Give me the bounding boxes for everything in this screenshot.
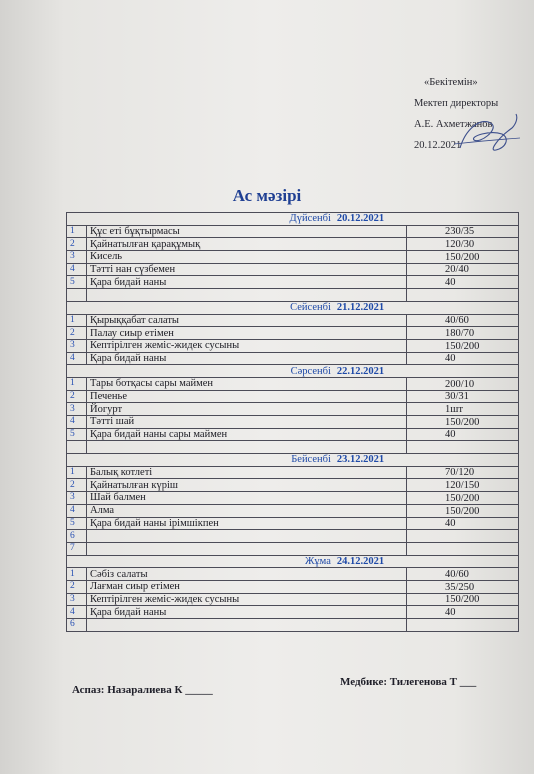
page-title: Ас мәзірі [232, 186, 302, 205]
row-number: 4 [67, 606, 87, 619]
day-header-row [67, 213, 519, 226]
dish-name: Йогурт [87, 403, 407, 416]
portion-size [407, 542, 519, 555]
portion-size: 200/10 [407, 377, 519, 390]
dish-name: Тәтті нан сүзбемен [87, 263, 407, 276]
portion-size: 150/200 [407, 593, 519, 606]
row-number: 1 [67, 568, 87, 581]
row-number: 6 [67, 619, 87, 632]
day-date: 23.12.2021 [336, 454, 385, 466]
row-number [67, 289, 87, 302]
table-row [67, 263, 519, 276]
row-number: 2 [67, 390, 87, 403]
table-row [67, 504, 519, 517]
dish-name: Алма [87, 504, 407, 517]
table-row [67, 352, 519, 365]
day-header [67, 213, 519, 226]
row-number: 2 [67, 327, 87, 340]
dish-name: Кептірілген жеміс-жидек сусыны [87, 593, 407, 606]
row-number: 7 [67, 542, 87, 555]
portion-size [407, 619, 519, 632]
nurse-signature-line: Медбике: Тилегенова Т ___ [340, 676, 477, 688]
table-row [67, 403, 519, 416]
cook-signature-line: Аспаз: Назаралиева К _____ [72, 684, 213, 696]
portion-size: 35/250 [407, 580, 519, 593]
table-row [67, 619, 519, 632]
day-header [67, 454, 519, 467]
row-number: 5 [67, 428, 87, 441]
row-number: 1 [67, 466, 87, 479]
portion-size: 40 [407, 517, 519, 530]
dish-name: Балық котлеті [87, 466, 407, 479]
row-number: 2 [67, 580, 87, 593]
table-row [67, 606, 519, 619]
approval-heading: «Бекітемін» [424, 77, 478, 88]
portion-size: 150/200 [407, 504, 519, 517]
table-row [67, 580, 519, 593]
table-row [67, 466, 519, 479]
portion-size: 180/70 [407, 327, 519, 340]
table-row [67, 530, 519, 543]
portion-size: 40 [407, 276, 519, 289]
day-name: Сәрсенбі [290, 365, 331, 377]
table-row [67, 593, 519, 606]
row-number: 4 [67, 416, 87, 429]
portion-size: 150/200 [407, 339, 519, 352]
table-row [67, 390, 519, 403]
row-number: 3 [67, 492, 87, 505]
signature-image [452, 108, 522, 164]
row-number: 3 [67, 251, 87, 264]
day-date: 22.12.2021 [336, 365, 385, 377]
portion-size: 150/200 [407, 251, 519, 264]
table-row [67, 377, 519, 390]
dish-name: Қара бидай наны [87, 352, 407, 365]
day-name: Бейсенбі [291, 454, 331, 466]
dish-name [87, 542, 407, 555]
table-row [67, 542, 519, 555]
row-number: 3 [67, 593, 87, 606]
day-header-row [67, 555, 519, 568]
dish-name: Кептірілген жеміс-жидек сусыны [87, 339, 407, 352]
dish-name: Құс еті бұқтырмасы [87, 225, 407, 238]
day-header [67, 301, 519, 314]
table-row [67, 517, 519, 530]
portion-size: 40/60 [407, 568, 519, 581]
dish-name: Қырыққабат салаты [87, 314, 407, 327]
dish-name: Қара бидай наны сары маймен [87, 428, 407, 441]
day-header-row [67, 365, 519, 378]
portion-size: 120/150 [407, 479, 519, 492]
approval-date: 20.12.2021 [414, 140, 462, 151]
dish-name: Қайнатылған күріш [87, 479, 407, 492]
dish-name: Қайнатылған қарақұмық [87, 238, 407, 251]
row-number: 6 [67, 530, 87, 543]
dish-name: Сәбіз салаты [87, 568, 407, 581]
row-number: 1 [67, 377, 87, 390]
portion-size: 40/60 [407, 314, 519, 327]
menu-table-body [67, 213, 519, 632]
row-number: 1 [67, 225, 87, 238]
dish-name [87, 619, 407, 632]
portion-size: 230/35 [407, 225, 519, 238]
dish-name: Тәтті шай [87, 416, 407, 429]
dish-name: Лағман сиыр етімен [87, 580, 407, 593]
table-row [67, 416, 519, 429]
day-date: 21.12.2021 [336, 302, 385, 314]
dish-name: Кисель [87, 251, 407, 264]
row-number: 5 [67, 276, 87, 289]
table-row [67, 289, 519, 302]
portion-size: 40 [407, 352, 519, 365]
portion-size [407, 530, 519, 543]
table-row [67, 492, 519, 505]
dish-name: Шай балмен [87, 492, 407, 505]
row-number: 2 [67, 479, 87, 492]
portion-size: 150/200 [407, 416, 519, 429]
portion-size: 120/30 [407, 238, 519, 251]
day-name: Жұма [304, 555, 331, 567]
table-row [67, 327, 519, 340]
day-date: 24.12.2021 [336, 555, 385, 567]
approval-position: Мектеп директоры [414, 98, 499, 109]
dish-name: Палау сиыр етімен [87, 327, 407, 340]
dish-name: Қара бидай наны [87, 606, 407, 619]
portion-size [407, 441, 519, 454]
row-number: 4 [67, 504, 87, 517]
day-header [67, 365, 519, 378]
table-row [67, 251, 519, 264]
portion-size: 150/200 [407, 492, 519, 505]
table-row [67, 225, 519, 238]
approval-name: А.Е. Ахметжанов [414, 119, 493, 130]
dish-name: Тары ботқасы сары маймен [87, 377, 407, 390]
row-number: 5 [67, 517, 87, 530]
portion-size: 1шт [407, 403, 519, 416]
portion-size: 40 [407, 606, 519, 619]
portion-size: 70/120 [407, 466, 519, 479]
row-number: 3 [67, 403, 87, 416]
table-row [67, 428, 519, 441]
dish-name: Қара бидай наны ірімшікпен [87, 517, 407, 530]
table-row [67, 479, 519, 492]
table-row [67, 276, 519, 289]
portion-size [407, 289, 519, 302]
day-date: 20.12.2021 [336, 213, 385, 225]
day-name: Дүйсенбі [289, 213, 331, 225]
portion-size: 30/31 [407, 390, 519, 403]
row-number [67, 441, 87, 454]
table-row [67, 238, 519, 251]
row-number: 4 [67, 263, 87, 276]
portion-size: 20/40 [407, 263, 519, 276]
menu-table [66, 212, 519, 632]
day-header-row [67, 301, 519, 314]
dish-name: Печенье [87, 390, 407, 403]
table-row [67, 339, 519, 352]
table-row [67, 441, 519, 454]
dish-name [87, 441, 407, 454]
dish-name: Қара бидай наны [87, 276, 407, 289]
portion-size: 40 [407, 428, 519, 441]
day-header [67, 555, 519, 568]
row-number: 1 [67, 314, 87, 327]
table-row [67, 314, 519, 327]
row-number: 4 [67, 352, 87, 365]
dish-name [87, 289, 407, 302]
dish-name [87, 530, 407, 543]
row-number: 3 [67, 339, 87, 352]
row-number: 2 [67, 238, 87, 251]
table-row [67, 568, 519, 581]
day-name: Сейсенбі [290, 302, 331, 314]
day-header-row [67, 454, 519, 467]
